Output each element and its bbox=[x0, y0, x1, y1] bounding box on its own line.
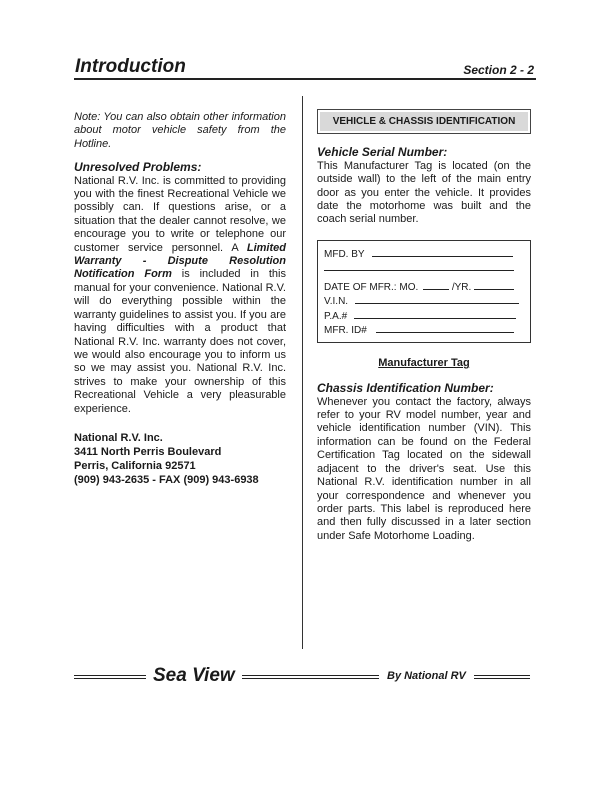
tag-pa-row bbox=[324, 309, 524, 324]
section-banner bbox=[317, 109, 531, 134]
footer-rule-middle bbox=[242, 675, 379, 679]
manufacturer-tag-caption: Manufacturer Tag bbox=[378, 356, 470, 369]
tag-date-label: DATE OF MFR.: MO. bbox=[324, 281, 419, 293]
column-divider bbox=[302, 96, 303, 649]
page-footer bbox=[74, 662, 532, 692]
manufacturer-tag bbox=[317, 240, 531, 343]
company-phone: (909) 943-2635 - FAX (909) 943-6938 bbox=[74, 473, 259, 486]
tag-mfd-by-label: MFD. BY bbox=[324, 248, 365, 260]
tag-blank-line bbox=[376, 323, 514, 333]
tag-mfd-by-row bbox=[324, 247, 524, 262]
warranty-form-name: Limited Warranty - Dispute Resolution Notification Form bbox=[74, 241, 286, 281]
tag-blank-line bbox=[474, 280, 514, 290]
footer-rule-left bbox=[74, 675, 146, 679]
footer-brand: By National RV bbox=[387, 670, 466, 682]
vehicle-serial-heading: Vehicle Serial Number: bbox=[317, 145, 448, 160]
page-title: Introduction bbox=[75, 56, 186, 77]
tag-blank-line bbox=[354, 309, 516, 319]
hotline-note: Note: You can also obtain other information about motor vehicle safety from the Hotline. bbox=[74, 111, 286, 150]
left-column bbox=[74, 111, 286, 487]
unresolved-problems-body bbox=[74, 175, 286, 416]
company-address bbox=[74, 431, 286, 487]
tag-pa-label: P.A.# bbox=[324, 310, 348, 322]
unresolved-body-part2: is included in this manual for your convenience. National R.V. will do everything possible within the warranty guidelines to assist you. If you are having difficulties with a product that National R.V. Inc. warranty does not cover, we would also encourage you to inform us so we may assist you. National R.V. Inc. strives to make your ownership of this Recreational Vehicle a very pleasurable experience. bbox=[74, 268, 286, 415]
right-column bbox=[317, 109, 531, 543]
chassis-id-body: Whenever you contact the factory, always refer to your RV model number, year and vehicle identification number (VIN). This information can be found on the Federal Certification Tag located on the sidewall adjacent to the driver's seat. Use this National R.V. identification number in all your correspondence and whenever you order parts. This label is reproduced here and then fully discussed in a later section under Safe Motorhome Loading. bbox=[317, 395, 531, 542]
tag-date-row bbox=[324, 280, 524, 295]
header-rule bbox=[74, 78, 536, 80]
footer-rule-right bbox=[474, 675, 530, 679]
tag-mfr-id-row bbox=[324, 323, 524, 338]
company-name: National R.V. Inc. bbox=[74, 431, 163, 444]
tag-blank-line bbox=[355, 294, 519, 304]
tag-vin-row bbox=[324, 294, 524, 309]
footer-model-name: Sea View bbox=[153, 665, 235, 686]
section-banner-label: VEHICLE & CHASSIS IDENTIFICATION bbox=[320, 112, 528, 131]
tag-vin-label: V.I.N. bbox=[324, 296, 349, 308]
company-city: Perris, California 92571 bbox=[74, 459, 196, 472]
unresolved-body-part1: National R.V. Inc. is committed to providing you with the finest Recreational Vehicle we possibly can. If questions arise, or a situation that the dealer cannot resolve, we encourage you to write or telephone our customer service personnel. A bbox=[74, 174, 286, 254]
tag-blank-row bbox=[324, 261, 524, 276]
tag-yr-label: /YR. bbox=[451, 281, 472, 293]
tag-blank-line bbox=[324, 261, 514, 271]
chassis-id-heading: Chassis Identification Number: bbox=[317, 381, 494, 396]
unresolved-problems-heading: Unresolved Problems: bbox=[74, 160, 202, 175]
tag-blank-line bbox=[372, 247, 513, 257]
tag-mfr-id-label: MFR. ID# bbox=[324, 325, 367, 337]
company-street: 3411 North Perris Boulevard bbox=[74, 445, 222, 458]
section-number: Section 2 - 2 bbox=[463, 63, 534, 77]
tag-blank-line bbox=[423, 280, 449, 290]
vehicle-serial-body: This Manufacturer Tag is located (on the outside wall) to the left of the main entry door as you enter the vehicle. It provides date the motorhome was built and the coach serial number. bbox=[317, 159, 531, 226]
